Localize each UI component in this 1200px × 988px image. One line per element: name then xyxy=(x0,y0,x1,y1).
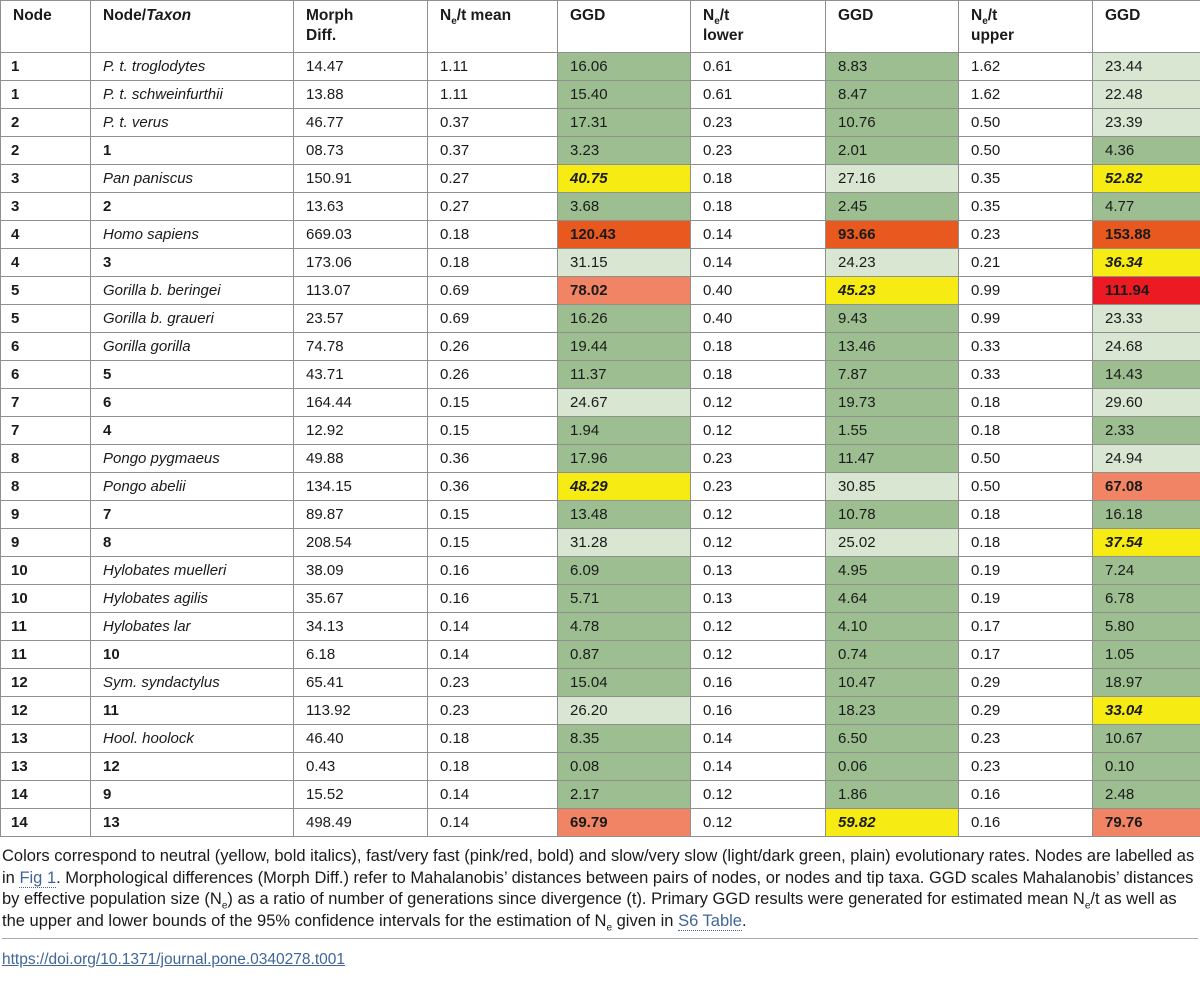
ggd-lower-cell: 8.47 xyxy=(826,81,959,109)
morph-cell: 150.91 xyxy=(294,165,428,193)
table-row xyxy=(1,669,1200,697)
ne-upper-cell: 0.18 xyxy=(959,389,1093,417)
ne-upper-cell: 0.35 xyxy=(959,165,1093,193)
taxon-cell: 11 xyxy=(91,697,294,725)
taxon-cell: Sym. syndactylus xyxy=(91,669,294,697)
taxon-cell: 9 xyxy=(91,781,294,809)
ggd-mean-cell: 8.35 xyxy=(558,725,691,753)
morph-cell: 0.43 xyxy=(294,753,428,781)
node-cell: 7 xyxy=(1,417,91,445)
morph-cell: 208.54 xyxy=(294,529,428,557)
morph-cell: 13.88 xyxy=(294,81,428,109)
fig-1-link[interactable]: Fig 1 xyxy=(19,868,57,887)
ne-mean-cell: 0.26 xyxy=(428,333,558,361)
taxon-cell: P. t. troglodytes xyxy=(91,53,294,81)
ne-upper-cell: 0.33 xyxy=(959,333,1093,361)
ggd-mean-cell: 24.67 xyxy=(558,389,691,417)
ne-mean-cell: 0.16 xyxy=(428,557,558,585)
morph-cell: 12.92 xyxy=(294,417,428,445)
ne-lower-cell: 0.12 xyxy=(691,389,826,417)
ggd-mean-cell: 120.43 xyxy=(558,221,691,249)
ne-mean-cell: 0.37 xyxy=(428,137,558,165)
ggd-upper-cell: 79.76 xyxy=(1093,809,1200,837)
ggd-lower-cell: 30.85 xyxy=(826,473,959,501)
morph-cell: 113.92 xyxy=(294,697,428,725)
morph-cell: 46.40 xyxy=(294,725,428,753)
taxon-cell: Pongo pygmaeus xyxy=(91,445,294,473)
header-row xyxy=(1,1,1200,53)
ggd-lower-cell: 0.74 xyxy=(826,641,959,669)
ggd-upper-cell: 23.33 xyxy=(1093,305,1200,333)
table-row xyxy=(1,361,1200,389)
ne-lower-cell: 0.18 xyxy=(691,165,826,193)
column-header-morph: Morph Diff. xyxy=(294,1,428,53)
node-cell: 2 xyxy=(1,137,91,165)
ggd-lower-cell: 25.02 xyxy=(826,529,959,557)
ggd-lower-cell: 45.23 xyxy=(826,277,959,305)
taxon-cell: 7 xyxy=(91,501,294,529)
ne-upper-cell: 0.17 xyxy=(959,641,1093,669)
table-row xyxy=(1,137,1200,165)
morph-cell: 65.41 xyxy=(294,669,428,697)
ne-mean-cell: 1.11 xyxy=(428,53,558,81)
column-header-node: Node xyxy=(1,1,91,53)
ne-lower-cell: 0.18 xyxy=(691,333,826,361)
ggd-mean-cell: 31.28 xyxy=(558,529,691,557)
node-cell: 4 xyxy=(1,249,91,277)
column-header-ggd-lower: GGD xyxy=(826,1,959,53)
ggd-lower-cell: 10.76 xyxy=(826,109,959,137)
ne-lower-cell: 0.23 xyxy=(691,109,826,137)
ne-upper-cell: 0.50 xyxy=(959,445,1093,473)
table-row xyxy=(1,109,1200,137)
ne-mean-cell: 0.14 xyxy=(428,613,558,641)
ne-lower-cell: 0.13 xyxy=(691,585,826,613)
node-cell: 14 xyxy=(1,809,91,837)
ne-upper-cell: 0.19 xyxy=(959,585,1093,613)
table-row xyxy=(1,193,1200,221)
ne-mean-cell: 0.15 xyxy=(428,389,558,417)
ne-upper-cell: 0.50 xyxy=(959,137,1093,165)
ne-upper-cell: 0.16 xyxy=(959,781,1093,809)
morph-cell: 89.87 xyxy=(294,501,428,529)
ggd-mean-cell: 15.04 xyxy=(558,669,691,697)
ggd-lower-cell: 59.82 xyxy=(826,809,959,837)
ne-mean-cell: 0.15 xyxy=(428,417,558,445)
ne-lower-cell: 0.16 xyxy=(691,669,826,697)
ggd-lower-cell: 24.23 xyxy=(826,249,959,277)
morph-cell: 164.44 xyxy=(294,389,428,417)
node-cell: 12 xyxy=(1,669,91,697)
ggd-lower-cell: 2.01 xyxy=(826,137,959,165)
column-header-ne-lower: $N_e/t$ lower xyxy=(691,1,826,53)
ne-upper-cell: 0.29 xyxy=(959,669,1093,697)
ggd-mean-cell: 13.48 xyxy=(558,501,691,529)
taxon-cell: Hylobates lar xyxy=(91,613,294,641)
morph-cell: 74.78 xyxy=(294,333,428,361)
ggd-mean-cell: 0.87 xyxy=(558,641,691,669)
ne-upper-cell: 0.99 xyxy=(959,277,1093,305)
node-cell: 13 xyxy=(1,753,91,781)
ne-lower-cell: 0.14 xyxy=(691,249,826,277)
ne-upper-cell: 0.23 xyxy=(959,753,1093,781)
ne-upper-cell: 0.33 xyxy=(959,361,1093,389)
ne-mean-cell: 1.11 xyxy=(428,81,558,109)
table-row xyxy=(1,529,1200,557)
node-cell: 5 xyxy=(1,277,91,305)
node-cell: 14 xyxy=(1,781,91,809)
taxon-cell: Pan paniscus xyxy=(91,165,294,193)
ggd-upper-cell: 0.10 xyxy=(1093,753,1200,781)
ne-upper-cell: 0.23 xyxy=(959,221,1093,249)
taxon-cell: 3 xyxy=(91,249,294,277)
morph-cell: 669.03 xyxy=(294,221,428,249)
ne-lower-cell: 0.12 xyxy=(691,809,826,837)
ggd-upper-cell: 1.05 xyxy=(1093,641,1200,669)
ne-mean-cell: 0.36 xyxy=(428,473,558,501)
ggd-lower-cell: 6.50 xyxy=(826,725,959,753)
ggd-upper-cell: 24.94 xyxy=(1093,445,1200,473)
ne-lower-cell: 0.12 xyxy=(691,501,826,529)
ne-lower-cell: 0.12 xyxy=(691,781,826,809)
table-row xyxy=(1,445,1200,473)
morph-cell: 43.71 xyxy=(294,361,428,389)
ggd-upper-cell: 4.36 xyxy=(1093,137,1200,165)
ggd-upper-cell: 4.77 xyxy=(1093,193,1200,221)
ne-mean-cell: 0.14 xyxy=(428,781,558,809)
ggd-mean-cell: 2.17 xyxy=(558,781,691,809)
ggd-lower-cell: 4.10 xyxy=(826,613,959,641)
ne-lower-cell: 0.13 xyxy=(691,557,826,585)
ggd-upper-cell: 33.04 xyxy=(1093,697,1200,725)
ggd-mean-cell: 5.71 xyxy=(558,585,691,613)
ne-mean-cell: 0.23 xyxy=(428,697,558,725)
ggd-upper-cell: 18.97 xyxy=(1093,669,1200,697)
node-cell: 4 xyxy=(1,221,91,249)
ggd-upper-cell: 14.43 xyxy=(1093,361,1200,389)
ggd-mean-cell: 6.09 xyxy=(558,557,691,585)
ne-upper-cell: 0.16 xyxy=(959,809,1093,837)
ggd-mean-cell: 17.96 xyxy=(558,445,691,473)
ggd-mean-cell: 26.20 xyxy=(558,697,691,725)
table-row xyxy=(1,613,1200,641)
ggd-lower-cell: 19.73 xyxy=(826,389,959,417)
taxon-cell: 2 xyxy=(91,193,294,221)
node-cell: 6 xyxy=(1,361,91,389)
ne-mean-cell: 0.23 xyxy=(428,669,558,697)
ggd-lower-cell: 1.55 xyxy=(826,417,959,445)
ggd-upper-cell: 153.88 xyxy=(1093,221,1200,249)
ne-lower-cell: 0.12 xyxy=(691,613,826,641)
node-cell: 8 xyxy=(1,473,91,501)
morph-cell: 23.57 xyxy=(294,305,428,333)
taxon-cell: P. t. verus xyxy=(91,109,294,137)
ggd-upper-cell: 2.48 xyxy=(1093,781,1200,809)
node-cell: 12 xyxy=(1,697,91,725)
taxon-cell: 4 xyxy=(91,417,294,445)
ne-upper-cell: 0.18 xyxy=(959,529,1093,557)
ggd-upper-cell: 52.82 xyxy=(1093,165,1200,193)
morph-cell: 34.13 xyxy=(294,613,428,641)
ggd-upper-cell: 16.18 xyxy=(1093,501,1200,529)
ne-mean-cell: 0.15 xyxy=(428,529,558,557)
taxon-cell: 5 xyxy=(91,361,294,389)
ggd-lower-cell: 27.16 xyxy=(826,165,959,193)
ggd-mean-cell: 16.06 xyxy=(558,53,691,81)
taxon-cell: Gorilla b. beringei xyxy=(91,277,294,305)
table-row xyxy=(1,473,1200,501)
table-row xyxy=(1,389,1200,417)
ggd-mean-cell: 19.44 xyxy=(558,333,691,361)
ne-upper-cell: 0.23 xyxy=(959,725,1093,753)
ne-mean-cell: 0.36 xyxy=(428,445,558,473)
ggd-lower-cell: 9.43 xyxy=(826,305,959,333)
ggd-mean-cell: 3.23 xyxy=(558,137,691,165)
ne-upper-cell: 0.18 xyxy=(959,501,1093,529)
ne-upper-cell: 1.62 xyxy=(959,53,1093,81)
ne-lower-cell: 0.12 xyxy=(691,529,826,557)
morph-cell: 498.49 xyxy=(294,809,428,837)
node-cell: 3 xyxy=(1,165,91,193)
taxon-cell: P. t. schweinfurthii xyxy=(91,81,294,109)
ggd-upper-cell: 36.34 xyxy=(1093,249,1200,277)
node-cell: 8 xyxy=(1,445,91,473)
table-row xyxy=(1,53,1200,81)
taxon-cell: Gorilla gorilla xyxy=(91,333,294,361)
column-header-ne-upper: $N_e/t$ upper xyxy=(959,1,1093,53)
taxon-cell: Hool. hoolock xyxy=(91,725,294,753)
ggd-mean-cell: 48.29 xyxy=(558,473,691,501)
ggd-mean-cell: 17.31 xyxy=(558,109,691,137)
ggd-lower-cell: 10.78 xyxy=(826,501,959,529)
ggd-mean-cell: 40.75 xyxy=(558,165,691,193)
table-row xyxy=(1,641,1200,669)
ggd-upper-cell: 7.24 xyxy=(1093,557,1200,585)
ne-upper-cell: 0.50 xyxy=(959,473,1093,501)
ggd-lower-cell: 11.47 xyxy=(826,445,959,473)
node-cell: 6 xyxy=(1,333,91,361)
ne-mean-cell: 0.14 xyxy=(428,809,558,837)
s6-table-link[interactable]: S6 Table xyxy=(678,911,742,930)
ne-lower-cell: 0.23 xyxy=(691,473,826,501)
taxon-cell: 10 xyxy=(91,641,294,669)
table-row xyxy=(1,697,1200,725)
morph-cell: 15.52 xyxy=(294,781,428,809)
ggd-upper-cell: 5.80 xyxy=(1093,613,1200,641)
ggd-mean-cell: 31.15 xyxy=(558,249,691,277)
taxon-cell: Gorilla b. graueri xyxy=(91,305,294,333)
table-row xyxy=(1,781,1200,809)
node-cell: 10 xyxy=(1,585,91,613)
node-cell: 11 xyxy=(1,641,91,669)
ne-mean-cell: 0.27 xyxy=(428,165,558,193)
table-row xyxy=(1,501,1200,529)
ggd-mean-cell: 78.02 xyxy=(558,277,691,305)
ne-upper-cell: 0.99 xyxy=(959,305,1093,333)
ggd-upper-cell: 67.08 xyxy=(1093,473,1200,501)
morph-cell: 113.07 xyxy=(294,277,428,305)
ne-upper-cell: 0.21 xyxy=(959,249,1093,277)
ggd-lower-cell: 13.46 xyxy=(826,333,959,361)
ne-lower-cell: 0.18 xyxy=(691,193,826,221)
ne-lower-cell: 0.14 xyxy=(691,725,826,753)
taxon-cell: Homo sapiens xyxy=(91,221,294,249)
morph-cell: 35.67 xyxy=(294,585,428,613)
doi-bar xyxy=(2,938,1198,969)
ne-mean-cell: 0.69 xyxy=(428,277,558,305)
ne-mean-cell: 0.37 xyxy=(428,109,558,137)
ne-mean-cell: 0.69 xyxy=(428,305,558,333)
ggd-mean-cell: 4.78 xyxy=(558,613,691,641)
morph-cell: 08.73 xyxy=(294,137,428,165)
ggd-mean-cell: 16.26 xyxy=(558,305,691,333)
ne-mean-cell: 0.18 xyxy=(428,725,558,753)
table-row xyxy=(1,333,1200,361)
ggd-upper-cell: 2.33 xyxy=(1093,417,1200,445)
table-row xyxy=(1,221,1200,249)
ne-upper-cell: 0.50 xyxy=(959,109,1093,137)
column-header-ne-mean: $N_e/t$ mean xyxy=(428,1,558,53)
ne-lower-cell: 0.61 xyxy=(691,81,826,109)
morph-cell: 173.06 xyxy=(294,249,428,277)
node-cell: 3 xyxy=(1,193,91,221)
ggd-upper-cell: 22.48 xyxy=(1093,81,1200,109)
ggd-mean-cell: 15.40 xyxy=(558,81,691,109)
ne-upper-cell: 0.29 xyxy=(959,697,1093,725)
ggd-upper-cell: 24.68 xyxy=(1093,333,1200,361)
table-row xyxy=(1,417,1200,445)
ggd-upper-cell: 111.94 xyxy=(1093,277,1200,305)
node-cell: 13 xyxy=(1,725,91,753)
ggd-lower-cell: 7.87 xyxy=(826,361,959,389)
morph-cell: 49.88 xyxy=(294,445,428,473)
taxon-cell: Hylobates agilis xyxy=(91,585,294,613)
node-cell: 1 xyxy=(1,53,91,81)
taxon-cell: 8 xyxy=(91,529,294,557)
ggd-mean-cell: 69.79 xyxy=(558,809,691,837)
ggd-upper-cell: 23.44 xyxy=(1093,53,1200,81)
table-row xyxy=(1,249,1200,277)
ne-mean-cell: 0.15 xyxy=(428,501,558,529)
ne-lower-cell: 0.23 xyxy=(691,445,826,473)
ggd-lower-cell: 18.23 xyxy=(826,697,959,725)
table-row xyxy=(1,81,1200,109)
ggd-lower-cell: 1.86 xyxy=(826,781,959,809)
morph-cell: 46.77 xyxy=(294,109,428,137)
ne-lower-cell: 0.12 xyxy=(691,417,826,445)
table-caption: Colors correspond to neutral (yellow, bold italics), fast/very fast (pink/red, bold) and slow/very slow (light/dark green, plain) evolutionary rates. Nodes are labelled as in Fig 1. Morphological differences (Morph Diff.) refer to Mahalanobis’ distances between pairs of nodes, or nodes and tip taxa. GGD scales Mahalanobis’ distances by effective population size $(N_e)$ as a ratio of number of generations since divergence (t). Primary GGD results were generated for estimated mean $N_e/t$ as well as the upper and lower bounds of the 95% confidence intervals for the estimation of $N_e$ given in S6 Table. xyxy=(2,847,1195,933)
ggd-mean-cell: 11.37 xyxy=(558,361,691,389)
column-header-ggd-upper: GGD xyxy=(1093,1,1200,53)
taxon-cell: 13 xyxy=(91,809,294,837)
ggd-mean-cell: 0.08 xyxy=(558,753,691,781)
ggd-upper-cell: 6.78 xyxy=(1093,585,1200,613)
ggd-mean-cell: 1.94 xyxy=(558,417,691,445)
ne-upper-cell: 1.62 xyxy=(959,81,1093,109)
taxon-cell: 1 xyxy=(91,137,294,165)
ggd-lower-cell: 2.45 xyxy=(826,193,959,221)
ne-mean-cell: 0.18 xyxy=(428,221,558,249)
ggd-lower-cell: 0.06 xyxy=(826,753,959,781)
ne-mean-cell: 0.18 xyxy=(428,249,558,277)
morph-cell: 6.18 xyxy=(294,641,428,669)
node-cell: 9 xyxy=(1,529,91,557)
ne-upper-cell: 0.35 xyxy=(959,193,1093,221)
ne-upper-cell: 0.19 xyxy=(959,557,1093,585)
table-row xyxy=(1,165,1200,193)
ggd-upper-cell: 29.60 xyxy=(1093,389,1200,417)
morph-cell: 13.63 xyxy=(294,193,428,221)
table-row xyxy=(1,277,1200,305)
ne-mean-cell: 0.26 xyxy=(428,361,558,389)
doi-link[interactable]: https://doi.org/10.1371/journal.pone.0340278.t001 xyxy=(2,951,345,968)
ggd-lower-cell: 8.83 xyxy=(826,53,959,81)
morph-cell: 134.15 xyxy=(294,473,428,501)
ne-upper-cell: 0.17 xyxy=(959,613,1093,641)
ggd-mean-cell: 3.68 xyxy=(558,193,691,221)
ne-mean-cell: 0.16 xyxy=(428,585,558,613)
table-row xyxy=(1,809,1200,837)
node-cell: 7 xyxy=(1,389,91,417)
morph-cell: 38.09 xyxy=(294,557,428,585)
taxon-cell: 6 xyxy=(91,389,294,417)
node-cell: 10 xyxy=(1,557,91,585)
table-row xyxy=(1,753,1200,781)
ggd-upper-cell: 10.67 xyxy=(1093,725,1200,753)
table-row xyxy=(1,725,1200,753)
ggd-lower-cell: 10.47 xyxy=(826,669,959,697)
ggd-upper-cell: 23.39 xyxy=(1093,109,1200,137)
column-header-ggd-mean: GGD xyxy=(558,1,691,53)
table-row xyxy=(1,305,1200,333)
ggd-lower-cell: 4.95 xyxy=(826,557,959,585)
node-cell: 1 xyxy=(1,81,91,109)
taxon-cell: Pongo abelii xyxy=(91,473,294,501)
ne-lower-cell: 0.40 xyxy=(691,277,826,305)
table-body xyxy=(1,53,1200,837)
node-cell: 2 xyxy=(1,109,91,137)
ne-lower-cell: 0.12 xyxy=(691,641,826,669)
table-row xyxy=(1,557,1200,585)
ggd-upper-cell: 37.54 xyxy=(1093,529,1200,557)
ne-lower-cell: 0.18 xyxy=(691,361,826,389)
morph-cell: 14.47 xyxy=(294,53,428,81)
column-header-taxon: Node/Taxon xyxy=(91,1,294,53)
taxon-cell: 12 xyxy=(91,753,294,781)
ne-lower-cell: 0.14 xyxy=(691,221,826,249)
node-cell: 9 xyxy=(1,501,91,529)
ne-lower-cell: 0.14 xyxy=(691,753,826,781)
ggd-lower-cell: 93.66 xyxy=(826,221,959,249)
ggd-lower-cell: 4.64 xyxy=(826,585,959,613)
ne-upper-cell: 0.18 xyxy=(959,417,1093,445)
taxon-cell: Hylobates muelleri xyxy=(91,557,294,585)
ne-lower-cell: 0.61 xyxy=(691,53,826,81)
node-cell: 5 xyxy=(1,305,91,333)
ne-lower-cell: 0.16 xyxy=(691,697,826,725)
ne-lower-cell: 0.40 xyxy=(691,305,826,333)
ne-lower-cell: 0.23 xyxy=(691,137,826,165)
ne-mean-cell: 0.27 xyxy=(428,193,558,221)
ne-mean-cell: 0.18 xyxy=(428,753,558,781)
ne-mean-cell: 0.14 xyxy=(428,641,558,669)
node-cell: 11 xyxy=(1,613,91,641)
table-row xyxy=(1,585,1200,613)
